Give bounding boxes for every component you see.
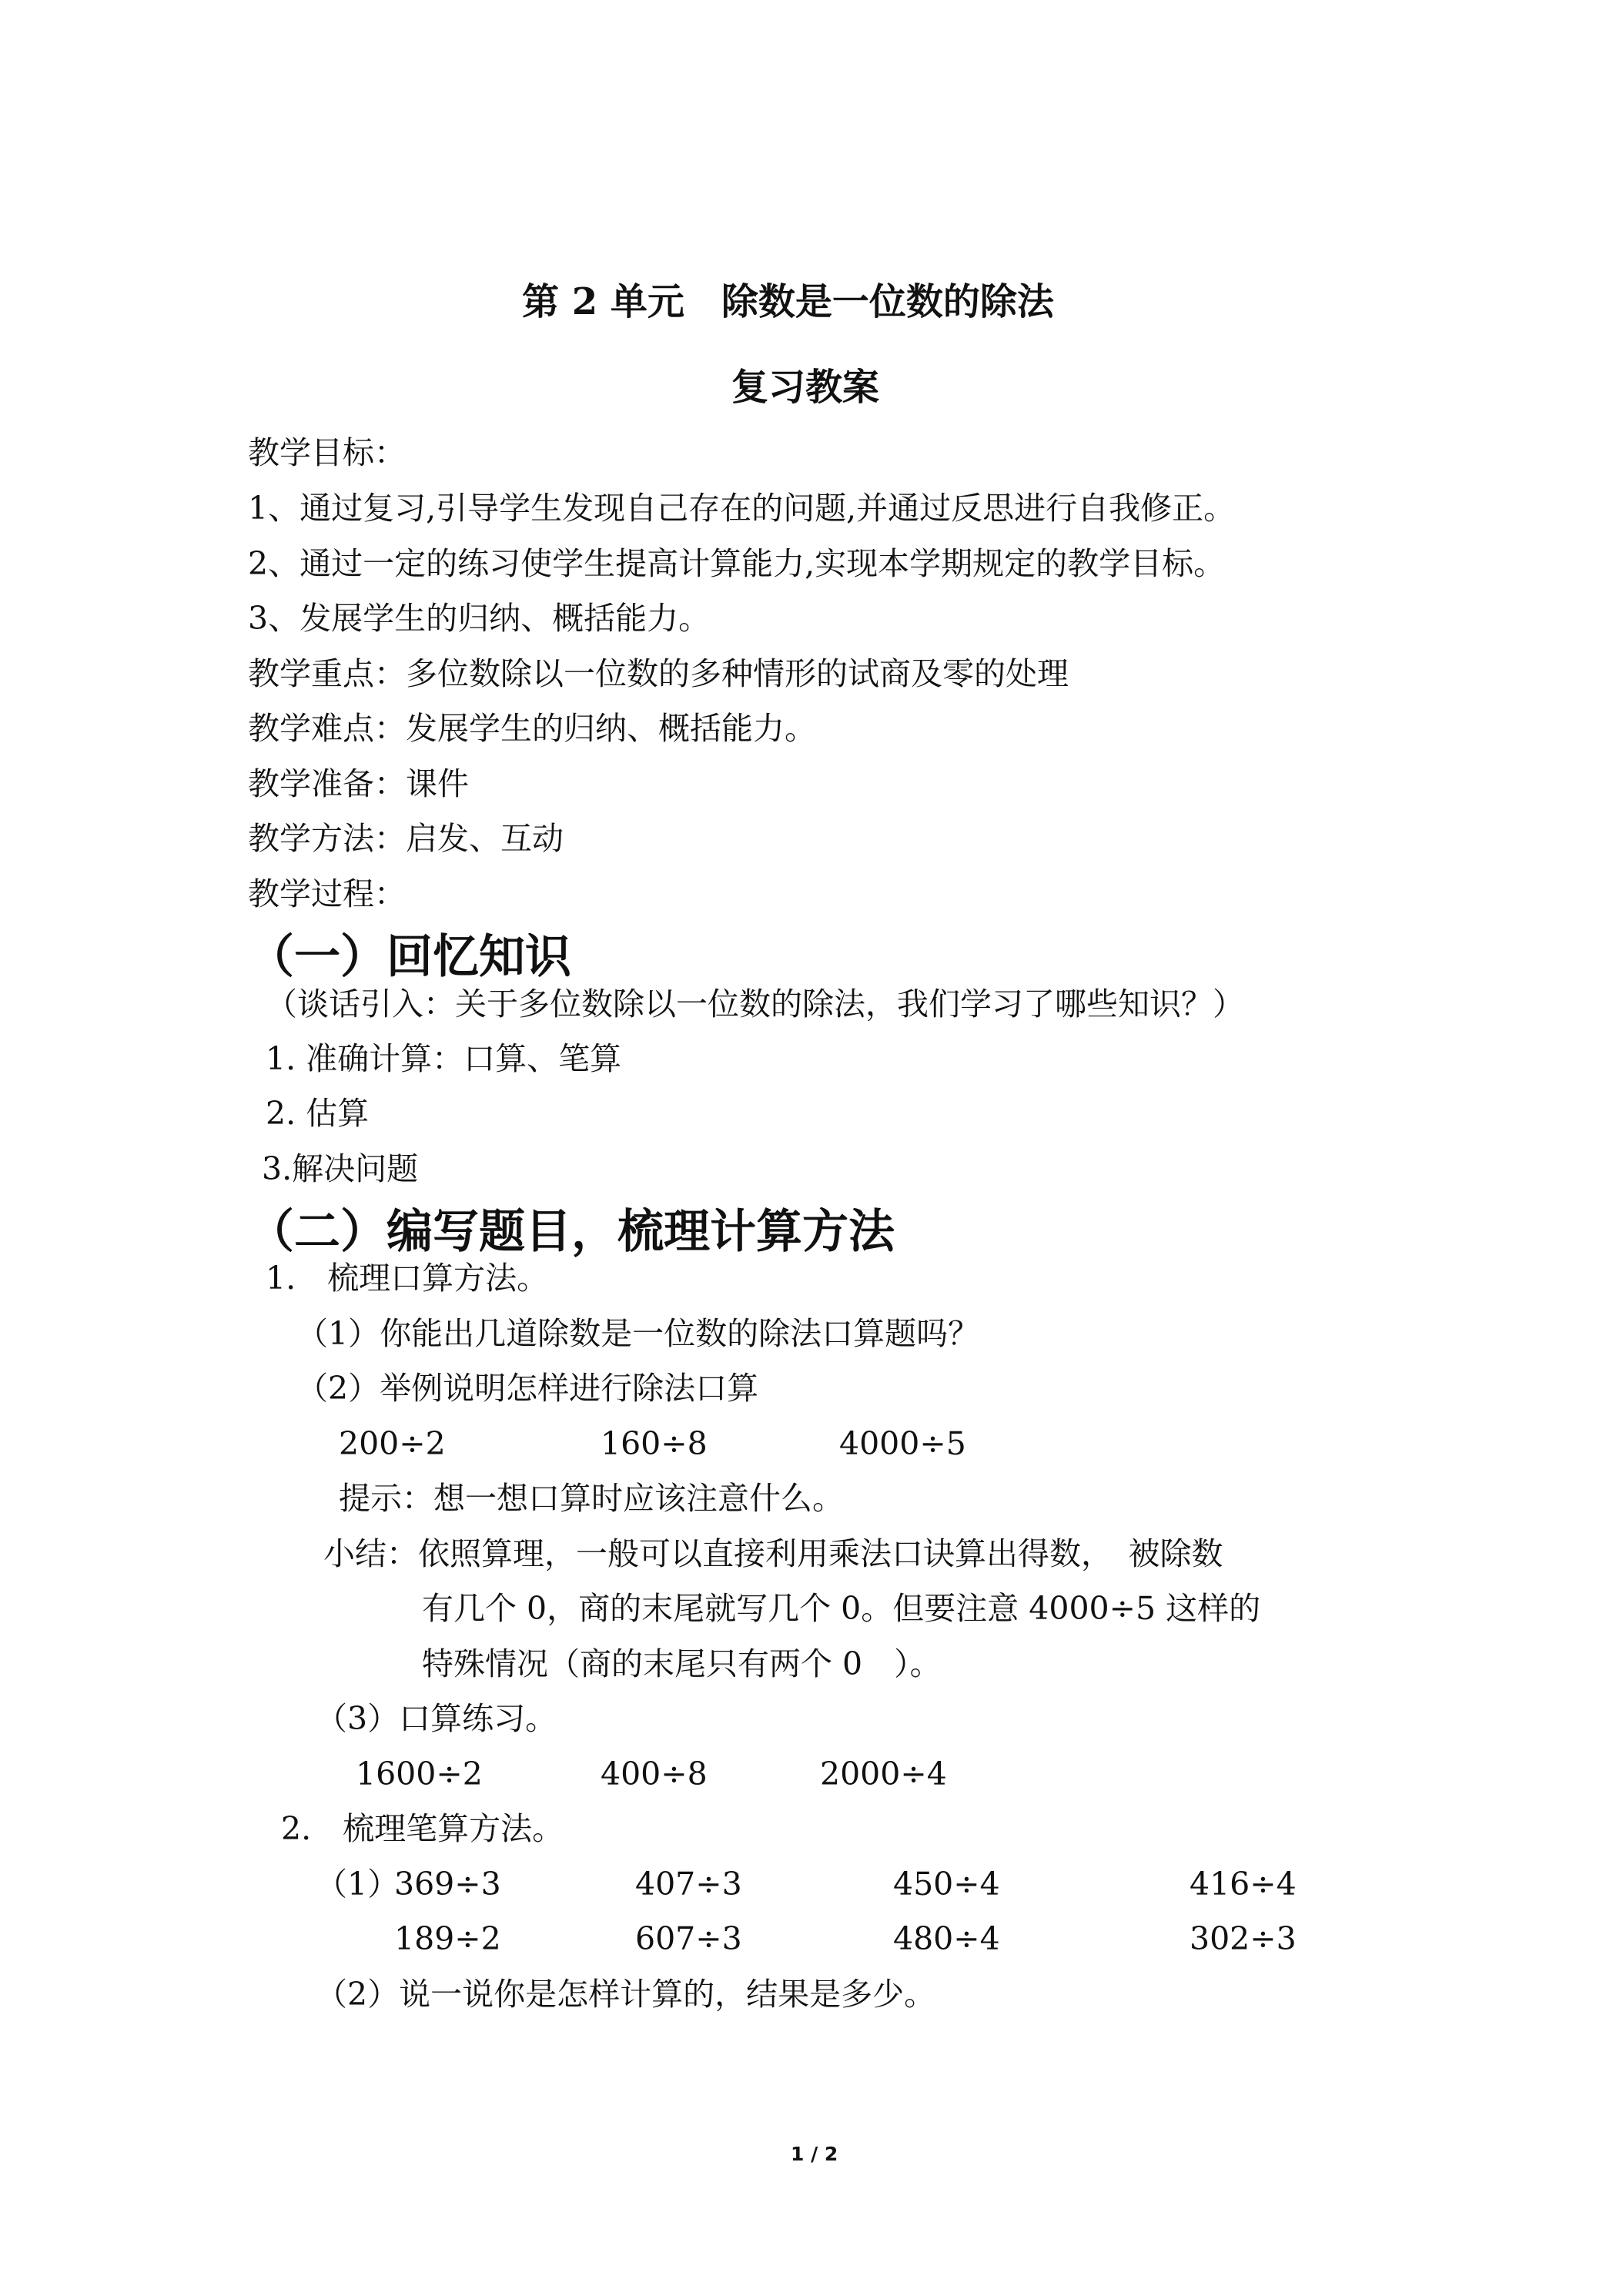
objective-3: 3、发展学生的归纳、概括能力。	[248, 600, 711, 637]
written-problem: 416÷4	[1190, 1866, 1297, 1903]
written-problem: 407÷3	[635, 1866, 742, 1903]
written-method-title: 2. 梳理笔算方法。	[281, 1810, 564, 1847]
oral-example-3: 4000÷5	[839, 1425, 966, 1462]
oral-summary-line-2: 有几个 0，商的末尾就写几个 0。但要注意 4000÷5 这样的	[422, 1590, 1261, 1627]
written-problem: 607÷3	[635, 1920, 742, 1957]
oral-question-3: （3）口算练习。	[316, 1700, 557, 1737]
oral-question-2: （2）举例说明怎样进行除法口算	[296, 1370, 759, 1407]
written-problem: 302÷3	[1190, 1920, 1297, 1957]
oral-hint: 提示：想一想口算时应该注意什么。	[339, 1480, 844, 1517]
section2-heading: （二）编写题目，梳理计算方法	[248, 1205, 895, 1259]
oral-practice-1: 1600÷2	[356, 1755, 483, 1792]
section1-intro: （谈话引入：关于多位数除以一位数的除法，我们学习了哪些知识？）	[266, 986, 1244, 1022]
written-problem: 369÷3	[394, 1866, 501, 1903]
written-question-1-label: （1）	[316, 1866, 400, 1903]
oral-practice-2: 400÷8	[601, 1755, 708, 1792]
oral-summary-line-3: 特殊情况（商的末尾只有两个 0 ）。	[422, 1645, 942, 1682]
method: 教学方法：启发、互动	[248, 820, 564, 857]
section1-item-3: 3.解决问题	[262, 1150, 419, 1187]
oral-practice-3: 2000÷4	[820, 1755, 947, 1792]
section1-heading: （一）回忆知识	[248, 930, 571, 984]
objective-1: 1、通过复习,引导学生发现自己存在的问题,并通过反思进行自我修正。	[248, 490, 1236, 527]
page-number: 1 / 2	[791, 2143, 838, 2165]
process-label: 教学过程：	[248, 875, 406, 912]
written-problem: 480÷4	[893, 1920, 1000, 1957]
oral-example-2: 160÷8	[601, 1425, 708, 1462]
oral-question-1: （1）你能出几道除数是一位数的除法口算题吗？	[296, 1315, 980, 1352]
written-question-2: （2）说一说你是怎样计算的，结果是多少。	[316, 1976, 936, 2013]
section1-item-2: 2. 估算	[266, 1095, 370, 1132]
written-problem: 189÷2	[394, 1920, 501, 1957]
difficulty: 教学难点：发展学生的归纳、概括能力。	[248, 710, 816, 747]
oral-method-title: 1. 梳理口算方法。	[266, 1260, 549, 1297]
oral-example-1: 200÷2	[339, 1425, 446, 1462]
written-problem: 450÷4	[893, 1866, 1000, 1903]
objective-2: 2、通过一定的练习使学生提高计算能力,实现本学期规定的教学目标。	[248, 545, 1226, 582]
document-title: 第 2 单元 除数是一位数的除法	[522, 280, 1054, 323]
preparation: 教学准备：课件	[248, 765, 469, 802]
document-subtitle: 复习教案	[731, 366, 880, 409]
section1-item-1: 1. 准确计算：口算、笔算	[266, 1040, 622, 1077]
objectives-label: 教学目标：	[248, 434, 406, 471]
key-point: 教学重点：多位数除以一位数的多种情形的试商及零的处理	[248, 655, 1069, 692]
oral-summary-line-1: 小结：依照算理，一般可以直接利用乘法口诀算出得数， 被除数	[323, 1535, 1223, 1572]
